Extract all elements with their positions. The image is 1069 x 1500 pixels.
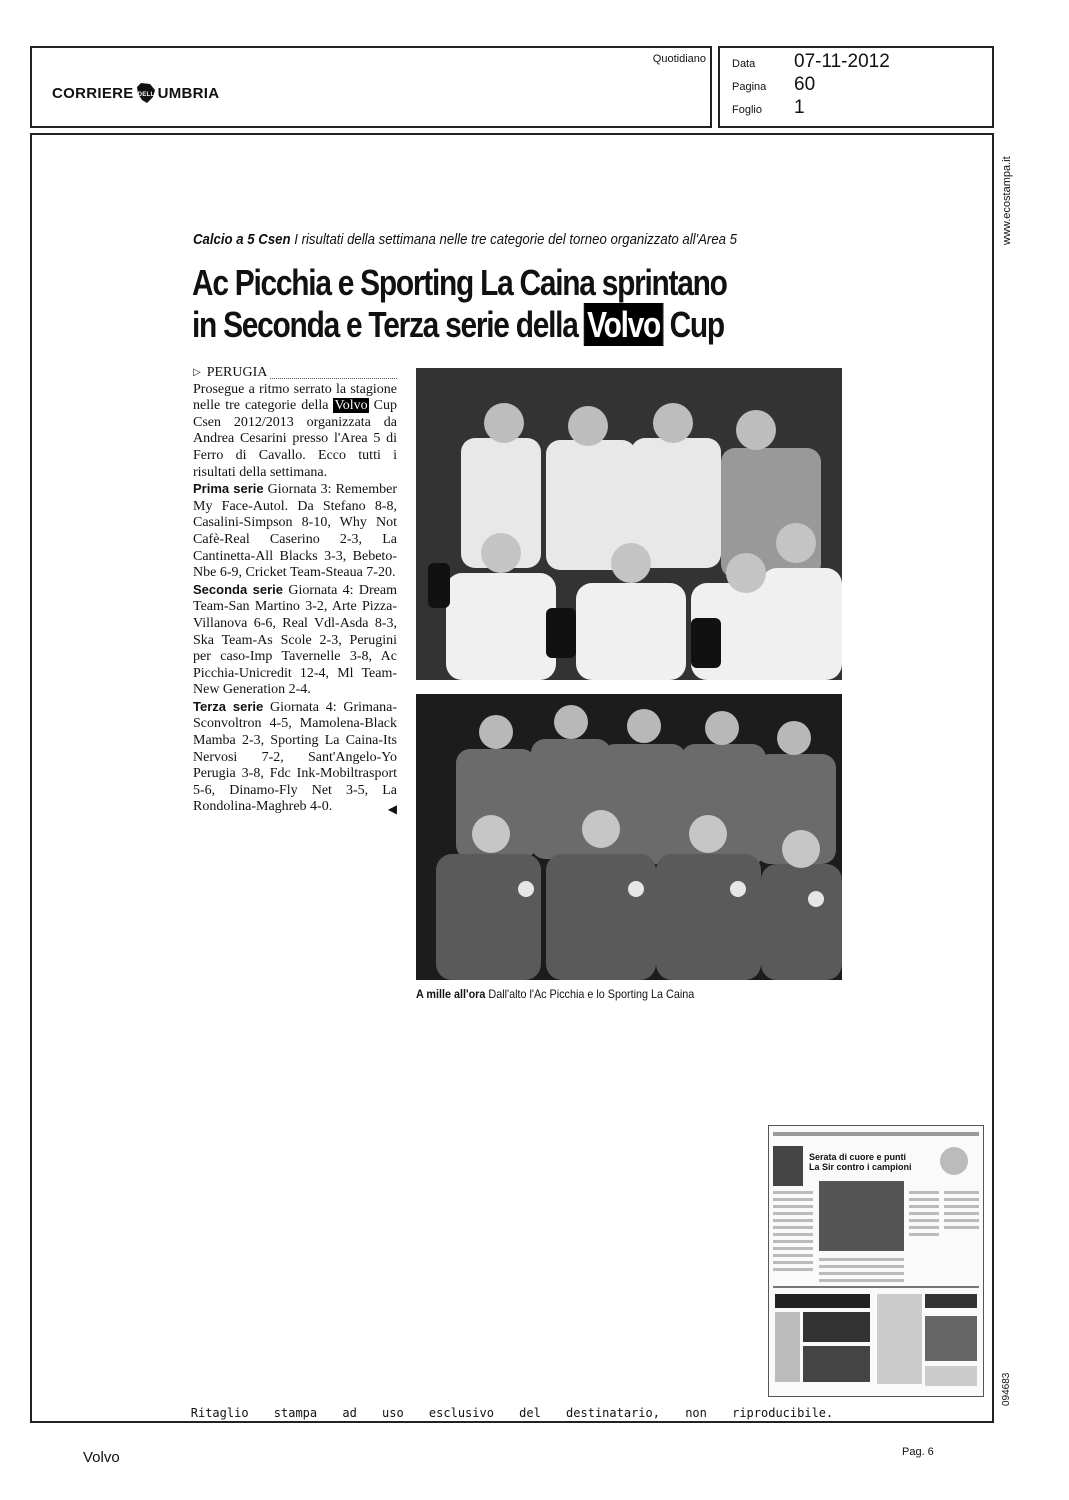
publication-logo (52, 82, 219, 104)
side-url-text: www.ecostampa.it (1001, 156, 1013, 245)
headline-line-2-pre: in Seconda e Terza serie della (192, 304, 585, 345)
footer-page-number: Pag. 6 (902, 1446, 934, 1458)
kicker-rest: I risultati della settimana nelle tre categorie del torneo organizzato all'Area 5 (290, 231, 738, 248)
side-code (1001, 1340, 1015, 1410)
section-seconda (193, 582, 397, 699)
section-lead: Prima serie (193, 481, 264, 497)
headline-line-2 (192, 304, 727, 346)
team-photo-ac-picchia (416, 368, 842, 680)
team-photo-sporting-la-caina (416, 694, 842, 980)
headline-brand: Volvo (585, 304, 663, 345)
dateline-dots (270, 368, 397, 379)
headline-line-2-post: Cup (662, 304, 724, 345)
dateline-arrow-icon: ▷ (193, 367, 201, 378)
caption-rest: Dall'alto l'Ac Picchia e lo Sporting La Caina (485, 987, 695, 1001)
meta-box (718, 46, 994, 128)
meta-label: Pagina (732, 81, 767, 93)
section-lead: Seconda serie (193, 581, 283, 597)
dateline-text: PERUGIA (206, 365, 268, 380)
meta-date (732, 51, 890, 73)
publication-type: Quotidiano (652, 53, 706, 65)
logo-text-right: UMBRIA (157, 84, 220, 102)
headline-line-1: Ac Picchia e Sporting La Caina sprintano (192, 262, 727, 303)
meta-label: Foglio (732, 104, 762, 116)
kicker-bold: Calcio a 5 Csen (193, 231, 291, 248)
end-mark-icon: ◀ (387, 802, 397, 817)
footer-brand: Volvo (83, 1449, 120, 1466)
side-code-text: 094683 (1001, 1372, 1012, 1406)
article-body (193, 365, 397, 818)
disclaimer: Ritaglio stampa ad uso esclusivo del destinatario, non riproducibile. (190, 1406, 834, 1420)
logo-text-mid: DELL (137, 92, 155, 98)
meta-value: 07-11-2012 (794, 51, 890, 72)
side-url (1001, 145, 1015, 255)
meta-value: 60 (794, 74, 816, 95)
page-thumbnail (768, 1125, 984, 1397)
logo-text-left: CORRIERE (52, 84, 134, 102)
section-text: Giornata 3: Remember My Face-Autol. Da Stefano 8-8, Casalini-Simpson 8-10, Why Not Cafè-Real Caserino 2-3, La Cantinetta-All Blacks 3-3, Bebeto-Nbe 6-9, Cricket Team-Steaua 7-20. (193, 482, 398, 581)
masthead-box (30, 46, 712, 128)
section-lead: Terza serie (193, 698, 264, 714)
article-headline (192, 262, 727, 346)
meta-value: 1 (794, 97, 805, 118)
article-kicker (193, 231, 737, 248)
meta-sheet (732, 97, 805, 119)
thumb-headline-2: La Sir contro i campioni (809, 1162, 912, 1172)
intro-post: Cup Csen 2012/2013 organizzata da Andrea Cesarini presso l'Area 5 di Ferro di Cavallo. Ecco tutti i risultati della settimana. (193, 398, 397, 480)
section-terza (193, 699, 397, 816)
thumb-headline-1: Serata di cuore e punti (809, 1152, 907, 1162)
section-prima (193, 481, 397, 582)
meta-label: Data (732, 58, 756, 70)
section-text: Giornata 4: Dream Team-San Martino 3-2, Arte Pizza-Villanova 6-6, Real Vdl-Asda 8-3, Ska Team-As Scole 2-3, Perugini per caso-Imp Tavernelle 3-8, Ac Picchia-Unicredit 12-4, Ml Team-New Generation 2-4. (193, 582, 397, 698)
intro-pre: Prosegue a ritmo serrato la stagione nelle tre categorie della (193, 381, 397, 414)
umbria-map-icon (135, 82, 157, 104)
photo-caption (416, 987, 694, 1001)
frame-bottom-rule (30, 1421, 994, 1423)
article-intro (193, 382, 397, 482)
section-text: Giornata 4: Grimana-Sconvoltron 4-5, Mamolena-Black Mamba 2-3, Sporting La Caina-Its Nervosi 7-2, Sant'Angelo-Yo Perugia 3-8, Fdc Ink-Mobiltrasport 5-6, Dinamo-Fly Net 3-5, La Rondolina-Maghreb 4-0. (193, 699, 398, 815)
intro-brand: Volvo (334, 398, 368, 414)
dateline (193, 365, 397, 382)
caption-bold: A mille all'ora (416, 987, 486, 1001)
meta-page (732, 74, 815, 96)
